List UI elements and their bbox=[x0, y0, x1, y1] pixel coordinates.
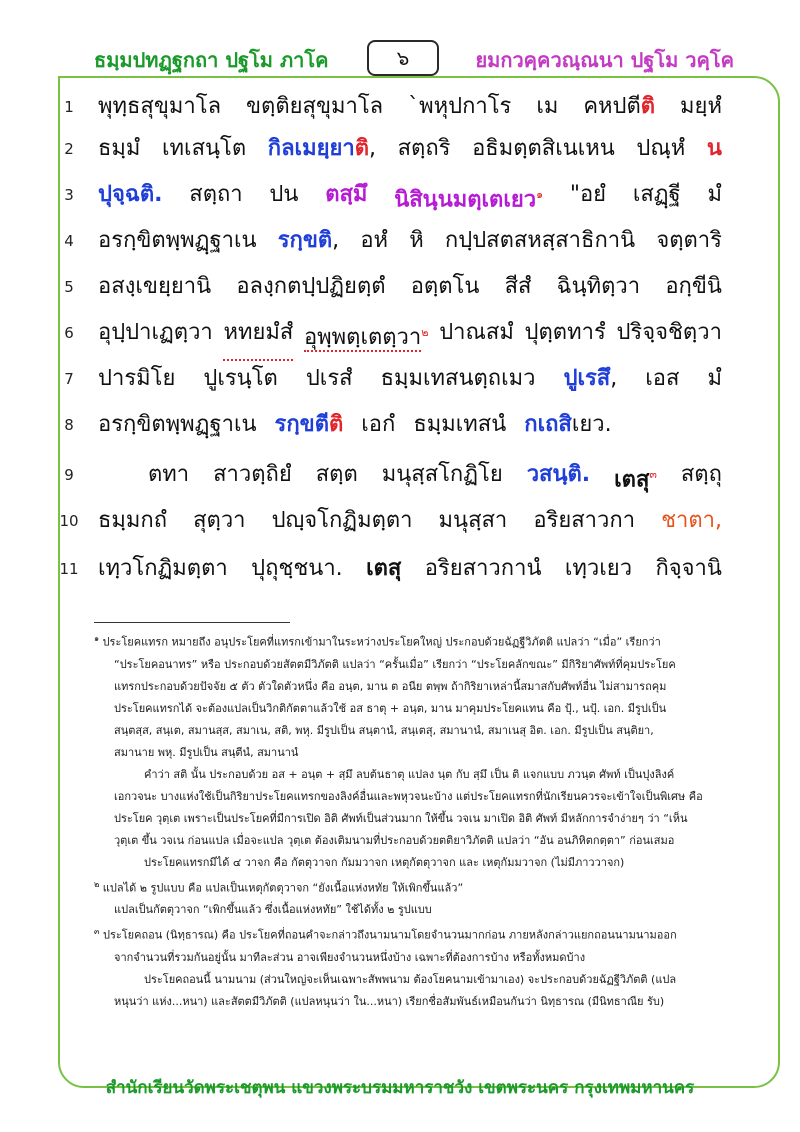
word: สตฺถา bbox=[189, 182, 243, 207]
footnote-mark: ๒ bbox=[94, 879, 100, 889]
word bbox=[268, 126, 376, 172]
word: เอกํ bbox=[361, 412, 396, 437]
word: มํ bbox=[707, 182, 722, 207]
text-line bbox=[0, 264, 800, 310]
word: ปน bbox=[269, 182, 299, 207]
line-number: 7 bbox=[64, 370, 74, 388]
word-part: รกฺขติ bbox=[277, 228, 333, 253]
word: อริยสาวกานํ bbox=[424, 556, 542, 581]
word: ปญฺจโกฏิมตฺตา bbox=[271, 508, 413, 533]
line-text bbox=[98, 172, 722, 223]
word-part: ติ bbox=[328, 412, 344, 437]
word bbox=[583, 84, 655, 130]
line-number: 4 bbox=[64, 232, 74, 250]
footnote-text: จากจำนวนที่รวมกันอยู่นั้น มาทีละส่วน อาจเพียงจำนวนหนึ่งบ้าง เฉพาะที่ต้องการบ้าง หรือทั้งหมดบ้าง bbox=[114, 950, 586, 964]
word: กิจฺจานิ bbox=[655, 556, 722, 581]
line-text bbox=[98, 84, 722, 130]
footnote-text: แปลได้ ๒ รูปแบบ คือ แปลเป็นเหตุกัตตุวาจก “ยังเนื้อแห่งหทัย ให้เพิกขึ้นแล้ว” bbox=[102, 881, 464, 895]
line-number: 8 bbox=[64, 416, 74, 434]
word bbox=[275, 402, 344, 448]
text-line bbox=[0, 402, 800, 448]
word: เตสุ bbox=[366, 556, 402, 581]
footnote-text: แทรกประกอบด้วยปัจจัย ๕ ตัว ตัวใดตัวหนึ่ง คือ อนฺต, มาน ต อนีย ตพฺพ ถ้ากิริยาเหล่านี้สมาสกับศัพท์อื่น ไม่สามารถคุม bbox=[114, 679, 667, 693]
word: อธิมตฺตสิเนเหน bbox=[472, 136, 615, 161]
line-number: 5 bbox=[64, 278, 74, 296]
footnote-text: แปลเป็นกัตตุวาจก “เพิกขึ้นแล้ว ซึ่งเนื้อแห่งหทัย” ใช้ได้ทั้ง ๒ รูปแบบ bbox=[114, 903, 432, 917]
word-part: คหปตี bbox=[583, 94, 641, 119]
line-text bbox=[98, 546, 722, 592]
text-line bbox=[0, 356, 800, 402]
footnote-text: ประโยคแทรก หมายถึง อนุประโยคที่แทรกเข้ามาในระหว่างประโยคใหญ่ ประกอบด้วยฉัฏฐีวิภัตติ แปลว่า “เมื่อ” เรียกว่า bbox=[102, 635, 661, 649]
word: ฉินฺทิตฺวา bbox=[556, 274, 641, 299]
footnote-mark: ๒ bbox=[421, 326, 429, 339]
word: เทเสนฺโต bbox=[162, 136, 247, 161]
word: อตฺตโน bbox=[410, 274, 480, 299]
word: `พหุปกาโร bbox=[408, 94, 512, 119]
word: ตทา bbox=[148, 462, 190, 487]
footnote-mark: ๑ bbox=[536, 188, 544, 201]
footnote-mark: ๓ bbox=[649, 468, 657, 481]
word: ปุตฺตทารํ bbox=[524, 320, 606, 345]
word: สตฺต bbox=[315, 462, 358, 487]
word: เสฏฺฐี bbox=[632, 182, 681, 207]
word: ชาตา, bbox=[661, 508, 722, 533]
line-text bbox=[148, 452, 722, 503]
footnote-text: ประโยคแทรกมีได้ ๔ วาจก คือ กัตตุวาจก กัมมวาจก เหตุกัตตุวาจก และ เหตุกัมมวาจก (ไม่มีภาววาจก) bbox=[144, 855, 625, 869]
word: อลงฺกตปฺปฏิยตฺตํ bbox=[236, 274, 386, 299]
word: อกฺขีนิ bbox=[665, 274, 722, 299]
footnote-text: สนฺตสฺส, สนฺเต, สมานสฺส, สมาเน, สติ, พหุ. มีรูปเป็น สนฺตานํ, สนฺเตสุ, สมานานํ, สมาเนสุ อิต. เอก. มีรูปเป็น สนฺติยา, bbox=[114, 723, 654, 737]
word: สีสํ bbox=[504, 274, 532, 299]
word: มนุสฺสา bbox=[438, 508, 508, 533]
text-line bbox=[0, 546, 800, 592]
word-part: นิสินฺนมตฺเตเยว bbox=[394, 187, 537, 213]
word: ตสฺมึ bbox=[325, 182, 368, 207]
word: เม bbox=[536, 94, 559, 119]
page-footer: สำนักเรียนวัดพระเชตุพน แขวงพระบรมมหาราชวัง เขตพระนคร กรุงเทพมหานคร bbox=[105, 1078, 695, 1098]
footnote-mark: ๑ bbox=[94, 634, 100, 643]
word: ปุจฺฉติ. bbox=[98, 182, 163, 207]
line-text bbox=[98, 356, 722, 402]
word bbox=[524, 402, 611, 448]
footnote-1 bbox=[94, 628, 734, 654]
word-part: ติ bbox=[640, 94, 656, 119]
line-number: 10 bbox=[59, 512, 79, 530]
word-part: รกฺขตี bbox=[274, 412, 329, 437]
word: วสนฺติ. bbox=[526, 462, 591, 487]
text-line bbox=[0, 452, 800, 498]
line-text bbox=[98, 402, 722, 448]
word: ธมฺมํ bbox=[98, 136, 141, 161]
word-part: , bbox=[369, 136, 377, 161]
word: ปณฺหํ bbox=[636, 136, 686, 161]
page-number: ๖ bbox=[367, 40, 439, 76]
word: กปฺปสตสหสฺสาธิกานิ bbox=[444, 228, 636, 253]
line-number: 1 bbox=[64, 98, 74, 116]
word-part: , bbox=[332, 228, 340, 253]
footnote-2 bbox=[94, 874, 734, 900]
word-part: ปูเรสึ bbox=[563, 366, 611, 391]
word: เทฺวโกฏิมตฺตา bbox=[98, 556, 228, 581]
word bbox=[278, 218, 339, 264]
word: มํ bbox=[707, 366, 722, 391]
word: อรกฺขิตพฺพฏฺฐาเน bbox=[98, 412, 257, 437]
word bbox=[394, 172, 543, 223]
word: มยฺหํ bbox=[680, 94, 722, 119]
word: ปุถุชฺชนา. bbox=[251, 556, 343, 581]
word: ธมฺมเทสนํ bbox=[413, 412, 507, 437]
footnote-text: หนุนว่า แห่ง...หนา) และสัตตมีวิภัตติ (แปลหนุนว่า ใน...หนา) เรียกชื่อสัมพันธ์เหมือนกันว่า นิทฺธารณ (มีนิทธาณีย รับ) bbox=[114, 994, 665, 1008]
word: ธมฺมเทสนตฺถเมว bbox=[380, 366, 536, 391]
book-title: ธมฺมปทฏฺฐกถา ปฐโม ภาโค bbox=[94, 48, 329, 72]
word-part: เยว. bbox=[571, 412, 612, 437]
word-part: เตสุ bbox=[614, 467, 650, 493]
footnote-3 bbox=[94, 921, 734, 947]
footnote-text: ประโยค วุตฺเต เพราะเป็นประโยคที่มีการเปิด อิติ ศัพท์เป็นส่วนมาก ให้ขึ้น วจเน มาเปิด อิติ ศัพท์ มีหลักการจำง่ายๆ ว่า “เห็น bbox=[114, 811, 688, 825]
word bbox=[564, 356, 618, 402]
footnote-text: “ประโยคอนาทร” หรือ ประกอบด้วยสัตตมีวิภัตติ แปลว่า “ครั้นเมื่อ” เรียกว่า “ประโยคลักขณะ” มีกิริยาศัพท์ที่คุมประโยค bbox=[114, 657, 676, 671]
line-text bbox=[98, 218, 722, 264]
word-part: , bbox=[610, 366, 618, 391]
word: เอส bbox=[645, 366, 680, 391]
word: ปเรสํ bbox=[305, 366, 353, 391]
word: สตฺถริ bbox=[397, 136, 451, 161]
word bbox=[304, 310, 429, 361]
word: อริยสาวกา bbox=[533, 508, 636, 533]
text-line bbox=[0, 126, 800, 172]
footnote-divider bbox=[94, 622, 290, 623]
footnote-text: ประโยคแทรกได้ จะต้องแปลเป็นวิกติกัตตาแล้วใช้ อส ธาตุ + อนฺต, มาน มาคุมประโยคแทน คือ ปุ้., นปุ้. เอก. มีรูปเป็น bbox=[114, 701, 667, 715]
line-number: 6 bbox=[64, 324, 74, 342]
text-line bbox=[0, 84, 800, 130]
word: ปูเรนฺโต bbox=[203, 366, 278, 391]
line-number: 3 bbox=[64, 186, 74, 204]
word-part: ติ bbox=[354, 136, 370, 161]
word-part: กิลเมยฺยา bbox=[267, 136, 355, 161]
word: อุปฺปาเฏตฺวา bbox=[98, 320, 213, 345]
text-line bbox=[0, 172, 800, 218]
word bbox=[614, 452, 657, 503]
word: อหํ bbox=[360, 228, 389, 253]
footnote-text: เอกวจนะ บางแห่งใช้เป็นกิริยาประโยคแทรกของลิงค์อื่นและพหุวจนะบ้าง แต่ประโยคแทรกที่นักเรียนควรจะเข้าใจเป็นพิเศษ คือ bbox=[114, 789, 703, 803]
line-number: 2 bbox=[64, 140, 74, 158]
word: สาวตฺถิยํ bbox=[213, 462, 292, 487]
word: อรกฺขิตพฺพฏฺฐาเน bbox=[98, 228, 257, 253]
text-line bbox=[0, 218, 800, 264]
word: เทฺวเยว bbox=[564, 556, 633, 581]
word-part: อุพฺพตฺเตตฺวา bbox=[303, 325, 422, 351]
word: น bbox=[706, 136, 722, 161]
word: ธมฺมกถํ bbox=[98, 508, 168, 533]
word: สตฺถุ bbox=[680, 462, 722, 487]
word: ปาณสมํ bbox=[439, 320, 514, 345]
line-text bbox=[98, 126, 722, 172]
page-header bbox=[0, 38, 800, 78]
line-text bbox=[98, 264, 722, 310]
word: สุตฺวา bbox=[193, 508, 246, 533]
line-text bbox=[98, 498, 722, 544]
footnote-text: ประโยคถอนนี้ นามนาม (ส่วนใหญ่จะเห็นเฉพาะสัพพนาม ต้องโยคนามเข้ามาเอง) จะประกอบด้วยฉัฏฐีวิภัตติ (แปล bbox=[144, 972, 677, 986]
word: หทยมํสํ bbox=[223, 310, 293, 361]
line-number: 9 bbox=[64, 466, 74, 484]
footnotes bbox=[94, 628, 734, 1013]
text-line bbox=[0, 498, 800, 544]
word: หิ bbox=[409, 228, 424, 253]
word: อสงฺเขยฺยานิ bbox=[98, 274, 212, 299]
word: "อยํ bbox=[569, 182, 607, 207]
text-line bbox=[0, 310, 800, 356]
line-number: 11 bbox=[59, 560, 79, 578]
footnote-text: ประโยคถอน (นิทฺธารณ) คือ ประโยคที่ถอนคำจะกล่าวถึงนามนามโดยจำนวนมากก่อน ภายหลังกล่าวแยกถอนนามนามออก bbox=[102, 928, 677, 942]
footnote-text: วุตฺเต ขึ้น วจเน ก่อนแปล เมื่อจะแปล วุตฺเต ต้องเติมนามที่ประกอบด้วยตติยาวิภัตติ แปลว่า “อัน อนภิหิตกตฺตา” ก่อนเสมอ bbox=[114, 833, 675, 847]
footnote-text: สมานาย พหุ. มีรูปเป็น สนฺตีนํ, สมานานํ bbox=[114, 745, 299, 759]
word: จตฺตาริ bbox=[656, 228, 722, 253]
footnote-text: คำว่า สติ นั้น ประกอบด้วย อส + อนฺต + สฺมึ ลบต้นธาตุ แปลง นฺต กับ สฺมึ เป็น ติ แจกแบบ ภวนฺต ศัพท์ เป็นปุงลิงค์ bbox=[144, 767, 675, 781]
word: พุทฺธสุขุมาโล bbox=[98, 94, 222, 119]
chapter-title: ยมกวคฺควณฺณนา ปฐโม วคฺโค bbox=[475, 48, 734, 72]
line-text bbox=[98, 310, 722, 361]
word: มนุสฺสโกฏิโย bbox=[381, 462, 503, 487]
word-part: กเถสิ bbox=[524, 412, 572, 437]
footnote-mark: ๓ bbox=[94, 927, 100, 937]
word: ปารมิโย bbox=[98, 366, 176, 391]
word: ปริจฺจชิตฺวา bbox=[616, 320, 722, 345]
word: ขตฺติยสุขุมาโล bbox=[246, 94, 384, 119]
